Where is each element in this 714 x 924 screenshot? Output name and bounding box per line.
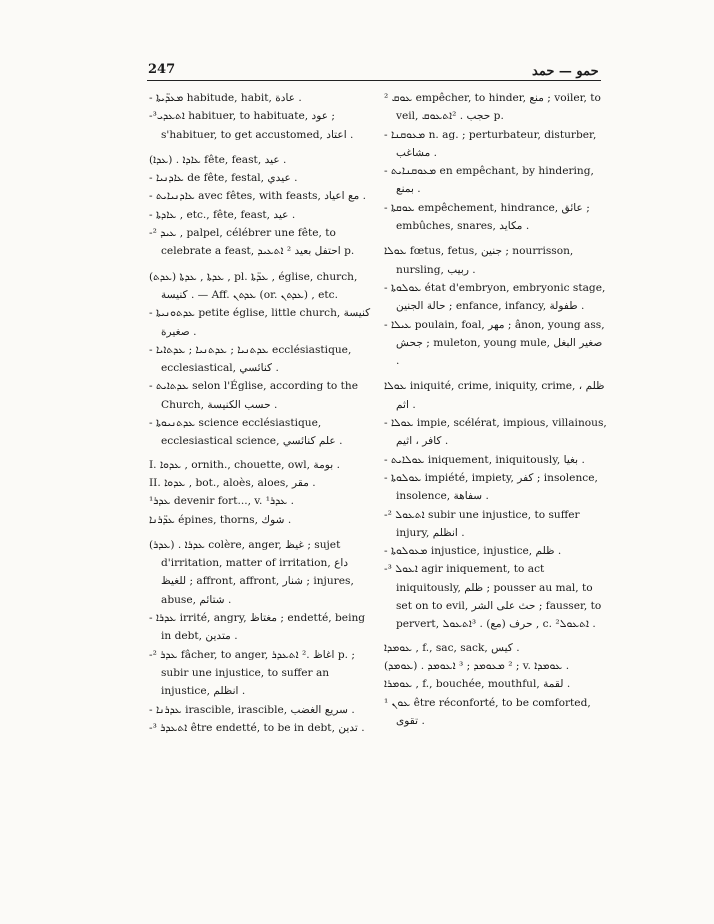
dictionary-entry: - ܥܕܬܢܝܐ ; ܥܕܬܢܝܐ ; ܥܕܬܐܝܐ ecclésiastique, ecclesiastical, كنائسي .	[149, 343, 352, 375]
dictionary-entry: -³ ܐܬܥܕܪ être endetté, to be in debt, تدين .	[149, 721, 365, 734]
dictionary-entry: ܥܘܠܐ fœtus, fetus, جنين ; nourrisson, nursling, ربيب .	[384, 245, 574, 276]
dictionary-entry: - ܥܝܠܐ poulain, foal, مهر ; ânon, young ass, جحش ; muleton, young mule, صغير البغل .	[384, 318, 605, 368]
dictionary-entry: ² ܥܘܩ empêcher, to hinder, منع ; voiler, to veil, حجب . ²ܐܬܥܘܩ p.	[384, 92, 601, 123]
dictionary-entry: - ܥܘܠܘܬܐ état d'embryon, embryonic stage, حالة الجنين ; enfance, infancy, طفولة .	[384, 281, 606, 313]
running-head: حمو — حمد	[532, 64, 599, 79]
dictionary-entry: II. ܥܕܘܐ , bot., aloès, aloes, مقر .	[149, 476, 316, 489]
dictionary-entry: -³ ܐܥܘܠ agir iniquement, to act iniquitously, ظلم ; pousser au mal, to set on to evil, حث على الشر ; fausser, to pervert, حرف (مع) . ³ܐܬܥܘܠ , c. ²ܐܬܥܘܠ .	[384, 563, 602, 631]
dictionary-entry: - ܡܥܘܠܘܬܐ injustice, injustice, ظلم .	[384, 545, 562, 558]
dictionary-entry: ¹ܥܕܪ devenir fort..., v. ¹ܥܕܪ .	[149, 495, 295, 508]
dictionary-entry: ܥܘܠܐ iniquité, crime, iniquity, crime, ظلم ، اثم .	[384, 380, 605, 411]
dictionary-entry: -³ܐܬܥܕܝ habituer, to habituate, عود ; s'habituer, to get accustomed, اعتاد .	[149, 110, 354, 141]
dictionary-entry: - ܥܐܕܢܝܐ de fête, festal, عيدي .	[149, 172, 298, 185]
dictionary-entry: -² ܥܝܕ , palpel, célébrer une fête, to celebrate a feast, احتفل بعيد ² ܐܬܥܝܕ p.	[149, 227, 355, 258]
dictionary-entry: ܥܘܡܪܐ , f., bouchée, mouthful, لقمة .	[384, 678, 571, 691]
dictionary-entry: (ܥܕܪ) . ܥܕܪܐ colère, anger, غيظ ; sujet d'irritation, matter of irritation, داع للغيظ ; affront, affront, شنار ; injures, abuse, شتائم .	[149, 538, 354, 606]
dictionary-entry: - ܡܥܘܩܢܐܝܬ en empêchant, by hindering, بمنع .	[384, 165, 594, 196]
dictionary-entry: - ܥܕܪܐ irrité, angry, مغتاظ ; endetté, being in debt, متدين .	[149, 612, 366, 643]
dictionary-entry: ¹ ܥܘܢ être réconforté, to be comforted, تقوى .	[384, 696, 591, 727]
header-rule	[147, 80, 601, 81]
dictionary-entry: - ܥܕܬܢܝܘܬܐ science ecclésiastique, ecclesiastical science, علم كنائسي .	[149, 417, 343, 448]
dictionary-entry: - ܥܕܪܢܐ irascible, irascible, سريع الغضب .	[149, 703, 355, 716]
dictionary-entry: - ܥܘܠܘܬܐ impiété, impiety, كفر ; insolence, insolence, سفاهة .	[384, 471, 598, 503]
dictionary-entry: - ܥܕܬܘܢܝܬܐ petite église, little church, كنيسة صغيرة .	[149, 307, 371, 338]
dictionary-entry: - ܡܥܘܩܢܐ n. ag. ; perturbateur, disturber, مشاغب .	[384, 128, 597, 159]
dictionary-entry: (ܥܕܐ) . ܥܐܕܐ fête, feast, عيد .	[149, 153, 287, 166]
page-number: 247	[148, 62, 176, 77]
dictionary-entry: -² ܐܬܥܘܠ subir une injustice, to suffer injury, انظلم .	[384, 508, 580, 539]
dictionary-entry: - ܥܐܕܬܐ , etc., fête, feast, عيد .	[149, 208, 296, 221]
dictionary-entry: - ܥܐܕܢܝܐܝܬ avec fêtes, with feasts, مع اعياد .	[149, 190, 367, 203]
dictionary-entry: - ܥܕܬܐܝܬ selon l'Église, according to the Church, حسب الكنيسة .	[149, 380, 358, 411]
dictionary-entry: I. ܥܕܘܐ , ornith., chouette, owl, بومة .	[149, 458, 340, 471]
dictionary-entry: (ܥܘܡܕ) . ² ܡܥܘܡܕ ; ³ ܐܥܘܡܕ ; v. ܥܘܡܕܐ .	[384, 659, 570, 672]
dictionary-entry: - ܥܘܠܐ impie, scélérat, impious, villainous, كافر ، اثيم .	[384, 417, 607, 448]
right-column	[384, 89, 608, 730]
dictionary-entry: - ܡܥܕ̈ܝܬܐ habitude, habit, عادة .	[149, 92, 302, 104]
dictionary-entry: ܥܘܡܕܐ , f., sac, sack, كيس .	[384, 641, 520, 654]
dictionary-entry: ܥܕ̈ܪܢܐ épines, thorns, شوك .	[149, 513, 292, 526]
dictionary-entry: (ܥܕܬ) ܥܕܬܐ , ܥܕܬܐ , pl. ܥܕ̈ܬܐ , église, church, كنيسة . — Aff. ܥܕܬܢ (or. ܥܕܬܢ) , etc.	[149, 270, 358, 301]
dictionary-entry: -² ܥܕܪ fâcher, to anger, اغاظ .² ܐܬܥܕܪ p. ; subir une injustice, to suffer an injustice, انظلم .	[149, 648, 355, 698]
left-column	[149, 89, 373, 737]
dictionary-entry: - ܥܘܠܐܝܬ iniquement, iniquitously, بغيا .	[384, 453, 585, 466]
dictionary-entry: - ܥܘܩܬܐ empêchement, hindrance, عائق ; embûches, snares, مكايد .	[384, 201, 590, 233]
